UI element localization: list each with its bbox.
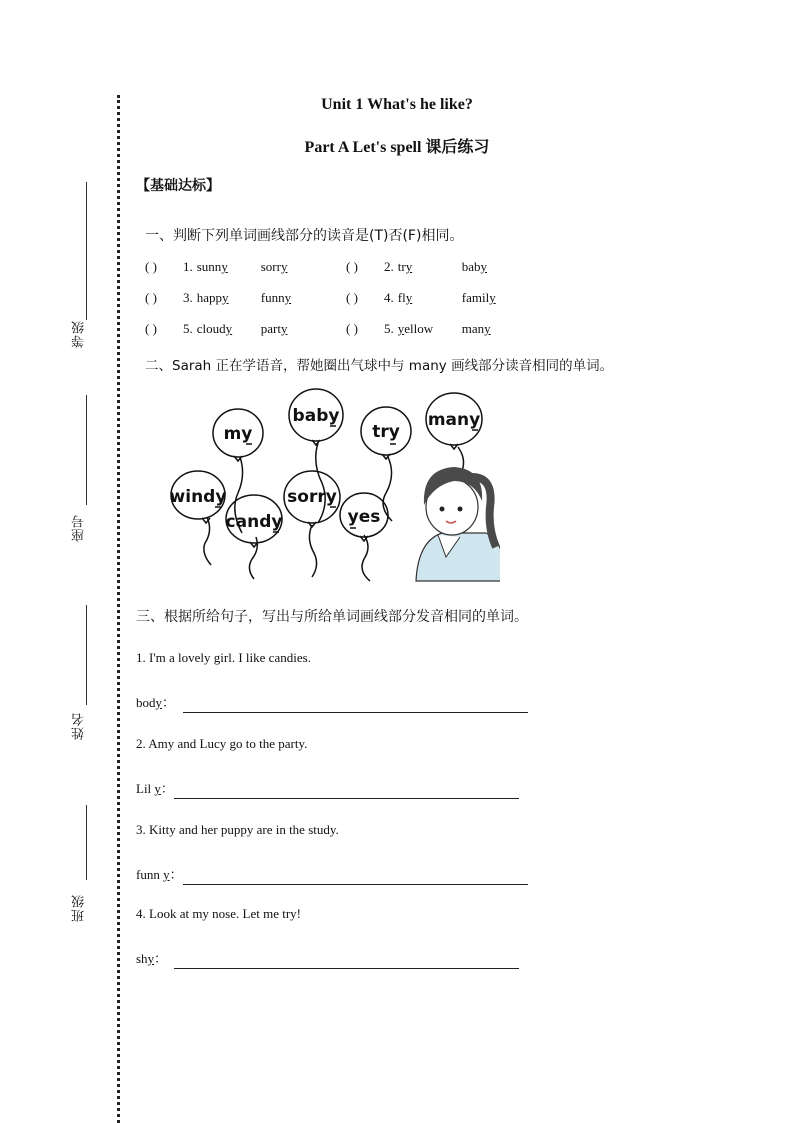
word-two: family: [461, 290, 496, 305]
word-two: party: [260, 321, 288, 336]
seat-field-line: [86, 395, 87, 505]
item-number: 1.: [183, 259, 193, 274]
balloon-word-my: my: [223, 424, 253, 444]
part1-item: [145, 321, 287, 337]
answer-bracket[interactable]: ( ): [145, 321, 157, 336]
item-number: 5.: [183, 321, 193, 336]
part1-instruction: 一、判断下列单词画线部分的读音是(T)否(F)相同。: [145, 228, 464, 244]
part3-sentence: 4. Look at my nose. Let me try!: [136, 906, 301, 921]
balloon-word-many: many: [427, 410, 481, 430]
word-two: many: [461, 321, 491, 336]
class-field-line: [86, 805, 87, 880]
part1-item: [145, 290, 291, 306]
part1-item: [346, 321, 491, 337]
part2-instruction: 二、Sarah 正在学语音，帮她圈出气球中与 many 画线部分读音相同的单词。: [145, 358, 614, 374]
balloon-word-windy: windy: [169, 487, 227, 507]
answer-bracket[interactable]: ( ): [346, 259, 358, 274]
answer-blank-line[interactable]: [183, 884, 528, 885]
word-two: sorry: [260, 259, 288, 274]
grade-label: 等级: [72, 320, 87, 348]
word-one: yellow: [397, 321, 434, 336]
name-label: 姓名: [72, 712, 87, 740]
part3-target-word: funn y：: [136, 867, 183, 882]
word-one: happy: [196, 290, 229, 305]
seat-label: 座号: [72, 514, 87, 542]
part3-sentence: 2. Amy and Lucy go to the party.: [136, 736, 308, 751]
part3-target-word: Lil y：: [136, 781, 174, 796]
balloon-word-candy: candy: [225, 512, 283, 532]
balloon-illustration: [160, 385, 500, 585]
girl-sarah-illustration: [416, 467, 500, 581]
class-label: 班级: [72, 894, 87, 922]
word-two: baby: [461, 259, 488, 274]
part3-target-word: body：: [136, 695, 176, 710]
balloon-word-sorry: sorry: [287, 487, 337, 507]
word-two: funny: [260, 290, 292, 305]
answer-bracket[interactable]: ( ): [145, 290, 157, 305]
part3-instruction: 三、根据所给句子，写出与所给单词画线部分发音相同的单词。: [136, 609, 528, 625]
word-one: fly: [397, 290, 413, 305]
balloon-word-yes: yes: [347, 507, 381, 527]
word-one: sunny: [196, 259, 228, 274]
item-number: 5.: [384, 321, 394, 336]
item-number: 2.: [384, 259, 394, 274]
part1-item: [346, 290, 496, 306]
answer-bracket[interactable]: ( ): [346, 290, 358, 305]
item-number: 3.: [183, 290, 193, 305]
answer-blank-line[interactable]: [174, 968, 519, 969]
item-number: 4.: [384, 290, 394, 305]
name-field-line: [86, 605, 87, 705]
binding-dotted-line: [117, 95, 120, 1123]
page-subtitle: Part A Let's spell 课后练习: [304, 139, 490, 156]
part3-sentence: 3. Kitty and her puppy are in the study.: [136, 822, 339, 837]
section-tag: 【基础达标】: [136, 178, 220, 194]
answer-blank-line[interactable]: [174, 798, 519, 799]
part3-target-word: shy：: [136, 951, 168, 966]
part1-item: [145, 259, 287, 275]
balloon-word-baby: baby: [292, 406, 340, 426]
part3-sentence: 1. I'm a lovely girl. I like candies.: [136, 650, 311, 665]
word-one: try: [397, 259, 413, 274]
answer-bracket[interactable]: ( ): [145, 259, 157, 274]
part1-item: [346, 259, 487, 275]
grade-field-line: [86, 182, 87, 320]
word-one: cloudy: [196, 321, 233, 336]
page-title: Unit 1 What's he like?: [321, 96, 473, 113]
answer-blank-line[interactable]: [183, 712, 528, 713]
balloon-word-try: try: [372, 422, 400, 442]
answer-bracket[interactable]: ( ): [346, 321, 358, 336]
